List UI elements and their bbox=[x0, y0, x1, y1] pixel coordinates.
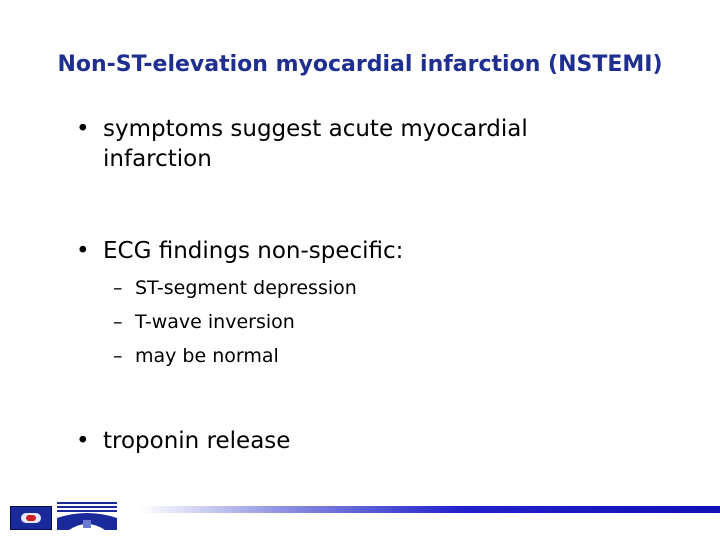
sub-bullet-marker: – bbox=[113, 277, 123, 299]
bullet-text: symptoms suggest acute myocardial infarction bbox=[103, 116, 528, 172]
bullet-marker: • bbox=[76, 116, 90, 142]
sub-bullet-marker: – bbox=[113, 311, 123, 333]
bullet-ecg-findings bbox=[76, 236, 563, 266]
building-logo-icon bbox=[55, 500, 119, 530]
sub-bullet-text: ST-segment depression bbox=[135, 277, 357, 299]
bullet-troponin bbox=[76, 426, 563, 456]
bullet-symptoms bbox=[76, 114, 563, 174]
sub-bullet-text: T-wave inversion bbox=[135, 311, 295, 333]
sub-bullet-normal bbox=[113, 344, 279, 368]
footer-divider-bar bbox=[140, 506, 720, 513]
sub-bullet-marker: – bbox=[113, 345, 123, 367]
bullet-text: troponin release bbox=[103, 428, 291, 454]
sub-bullet-text: may be normal bbox=[135, 345, 279, 367]
logo-emblem bbox=[26, 515, 36, 521]
bullet-marker: • bbox=[76, 428, 90, 454]
sub-bullet-t-wave bbox=[113, 310, 295, 334]
bullet-marker: • bbox=[76, 238, 90, 264]
institution-logo-icon bbox=[10, 506, 52, 530]
bullet-text: ECG findings non-specific: bbox=[103, 238, 404, 264]
sub-bullet-st-depression bbox=[113, 276, 357, 300]
slide-title: Non-ST-elevation myocardial infarction (NSTEMI) bbox=[57, 52, 663, 77]
